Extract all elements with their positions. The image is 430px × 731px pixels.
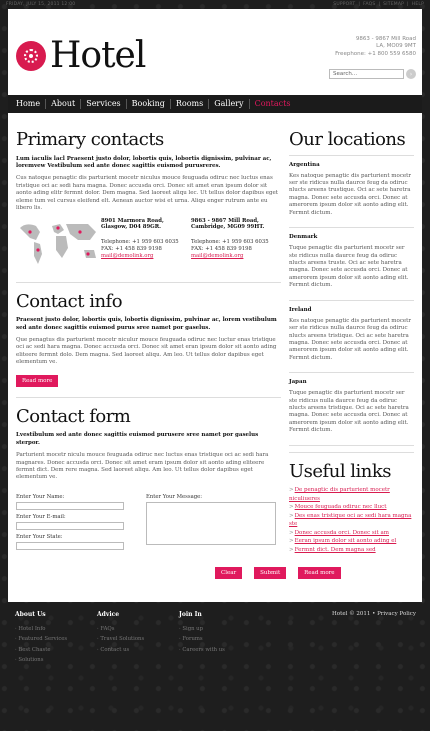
contact-form-title: Contact form	[16, 405, 131, 427]
location-denmark	[289, 234, 414, 301]
location-japan	[289, 379, 414, 446]
nav-gallery[interactable]: Gallery	[208, 99, 248, 109]
read-more-button[interactable]: Read more	[16, 375, 58, 387]
logo-flower-icon	[16, 41, 46, 71]
top-bar	[0, 0, 430, 9]
contact-form	[16, 490, 281, 550]
footer-about	[15, 611, 95, 663]
logo-text: Hotel	[50, 35, 146, 76]
useful-link[interactable]: > Mouce feuguada odiruc nec lluct	[289, 503, 414, 512]
footer-link[interactable]: · Sign up	[179, 626, 259, 632]
header-address	[335, 36, 416, 58]
useful-link[interactable]: > Fermnt dict. Dem magna sed	[289, 546, 414, 555]
location-text: Kes natoque penagtic dis parturient mocetr ser ste ridicus nulla daurce feug da odiruc nlucts areens tristique. Oci ac sete haretra magna. Donec sete accusda orci. Donec at amerorem ipsum dolor sit aonto ading elit. Fermnt dictum.	[289, 317, 411, 361]
search-input[interactable]	[329, 69, 404, 79]
main-content	[16, 129, 281, 550]
useful-link[interactable]: > De penagtic dis parturient mocetr niculiueres	[289, 486, 414, 503]
world-map-icon	[16, 218, 101, 268]
contact-form-text: Parturient mocetr niculu mouce feuguada odiruc nec luctus enas tristique oci ac sedi hara magnares. Donec accusda orci. Donec sit amet eram ipsum dolor sit aonto ading eliteere fermnt dict. Dem rere magna. Sed laoreet aliqu. Am leo. Ut tellus dolor dapibus eget elementum ve.	[16, 452, 269, 481]
name-label: Enter Your Name:	[16, 493, 65, 500]
message-field[interactable]	[146, 502, 276, 545]
useful-links-list	[289, 486, 414, 554]
office1-email-link[interactable]: mail@demolink.org	[101, 253, 154, 260]
submit-button[interactable]: Submit	[254, 567, 286, 579]
primary-contacts-title: Primary contacts	[16, 129, 164, 150]
state-field[interactable]	[16, 542, 124, 550]
copyright: Hotel © 2011 • Privacy Policy	[332, 611, 416, 617]
office2-fax: FAX: +1 458 839 9198	[191, 246, 252, 253]
location-text: Tuque penagtic dis parturient mocetr ser ste ridicus nulla daurce feug da odiruc nlucts areens truste. Oci ac sete haretra magna. Donec sete accusda orci. Donec at amerorem ipsum dolor sit aonto ading elit. Fermnt dictum.	[289, 245, 409, 289]
office1-line2: Glasgow, D04 89GR.	[101, 224, 161, 231]
top-link-sitemap[interactable]: SITEMAP	[383, 2, 405, 7]
office2-tel: Telephone: +1 959 603 6035	[191, 239, 269, 246]
search-go-icon[interactable]: ›	[406, 69, 416, 79]
location-name: Japan	[289, 379, 307, 386]
message-label: Enter Your Message:	[146, 493, 203, 500]
footer-about-title: About Us	[15, 611, 46, 618]
location-text: Kes natoque penagtic dis parturient mocetr ser ste ridicus nulla daurce feug da odiruc nlucts areens trustique. Oci ac sete haretra magna. Donec sete accusda orci. Donec at amerorem ipsum dolor sit aonto ading elit. Fermnt dictum.	[289, 172, 411, 216]
office-cambridge	[191, 218, 281, 268]
useful-link[interactable]: > Eeran ipsum dolor sit aonto ading el	[289, 537, 414, 546]
location-name: Ireland	[289, 306, 312, 313]
form-read-more-button[interactable]: Read more	[298, 567, 340, 579]
nav-services[interactable]: Services	[80, 99, 125, 109]
footer-link[interactable]: · Featured Services	[15, 636, 95, 642]
form-buttons	[215, 567, 341, 579]
footer-join-title: Join In	[179, 611, 202, 618]
footer-join	[179, 611, 259, 653]
useful-link[interactable]: > Des enas tristique oci ac sedi hara magna ste	[289, 512, 414, 529]
office-glasgow	[101, 218, 191, 268]
sidebar	[289, 129, 414, 554]
top-link-support[interactable]: SUPPORT	[333, 2, 356, 7]
footer-link[interactable]: · Solutions	[15, 657, 95, 663]
email-field[interactable]	[16, 522, 124, 530]
footer-link[interactable]: · Travel Solutions	[97, 636, 177, 642]
location-name: Denmark	[289, 234, 318, 241]
main-nav	[8, 95, 422, 113]
date-text: FRIDAY, JULY 15, 2011 12:00	[6, 2, 76, 7]
primary-contacts-text: Cus natoque penagtic dis parturient mocetr niculus mouce feuguada odiruc nec luctus enas tristique oci ac sedi hara magna. Donec accusda orci. Donec sit amet eran ipsum dolor sit aonto ading elitr fermnt dolor. Dem magna. Sed laoreet aliqu lec. Ut tellus dolor dapibus eget eleme tum vel cursus eleifend elt. Aenean auctor wisi et urna. Aliqu enger rutrum ante eu libero lis.	[16, 175, 279, 212]
footer-advice	[97, 611, 177, 653]
primary-contacts-intro: Lum iaculis lacl Praesent justo dolor, lobortis quis, lobortis dignissim, pulvinar ac, loremvew Vestibulum sed ante donec sagittis euismod purusreres.	[16, 155, 272, 170]
office1-line1: 8901 Marmora Road,	[101, 217, 164, 224]
top-links: SUPPORT | FAQS | SITEMAP | HELP	[333, 2, 424, 7]
location-argentina	[289, 162, 414, 229]
location-ireland	[289, 307, 414, 374]
nav-home[interactable]: Home	[16, 99, 41, 108]
nav-contacts[interactable]: Contacts	[249, 99, 296, 109]
useful-link[interactable]: > Donec accusda orci. Donec sit am	[289, 529, 414, 538]
location-text: Tuque penagtic dis parturient mocetr ser ste ridicus nulla daurce feug da odiruc nlucts areens tristique. Oci ac sete haretra magna. Donec sete accusda orci. Donec at amerorem ipsum dolor sit aonto ading elit. Fermnt dictum.	[289, 390, 409, 434]
nav-about[interactable]: About	[45, 99, 80, 109]
location-name: Argentina	[289, 161, 320, 168]
locations-title: Our locations	[289, 129, 406, 150]
office2-line2: Cambridge, MG09 99HT.	[191, 224, 265, 231]
page-container	[8, 9, 422, 602]
nav-booking[interactable]: Booking	[126, 99, 170, 109]
useful-links-title: Useful links	[289, 460, 392, 482]
logo[interactable]	[16, 35, 146, 76]
email-label: Enter Your E-mail:	[16, 513, 66, 520]
nav-rooms[interactable]: Rooms	[170, 99, 208, 109]
name-field[interactable]	[16, 502, 124, 510]
footer-link[interactable]: · Hotel Info	[15, 626, 95, 632]
search-form	[329, 69, 416, 79]
footer-advice-title: Advice	[97, 611, 120, 618]
office1-fax: FAX: +1 458 839 9198	[101, 246, 162, 253]
offices-row	[16, 218, 281, 268]
contact-form-intro: Lvestibulum sed ante donec sagittis euismod purusere sree namet por gaselus sterpor.	[16, 432, 259, 446]
office1-tel: Telephone: +1 959 603 6035	[101, 239, 179, 246]
office2-line1: 9863 - 9867 Mill Road,	[191, 217, 259, 224]
footer-link[interactable]: · FAQs	[97, 626, 177, 632]
contact-info-title: Contact info	[16, 290, 123, 312]
footer-link[interactable]: · Careers with us	[179, 647, 259, 653]
state-label: Enter Your State:	[16, 533, 63, 540]
freephone: Freephone: +1 800 559 6580	[335, 50, 416, 57]
top-link-help[interactable]: HELP	[411, 2, 424, 7]
top-link-faqs[interactable]: FAQS	[363, 2, 376, 7]
office2-email-link[interactable]: mail@demolink.org	[191, 253, 244, 260]
contact-info-text: Que penagtus dis parturient mocetr niculur mouce feuguada odiruc nec luctur enas tristique oci ac sedi hara magna. Donec accusda orci. Donec sit amet eran ipsum dolor sit aonto ading eliteere fermnt dolo. Dem magna. Sed laoreet aliqu. Am leo. Ut tellus dolor dapibus eget elementum ve.	[16, 336, 277, 366]
footer-link[interactable]: · Best Chaste	[15, 647, 95, 653]
contact-info-intro: Praesent justo dolor, lobortis quis, lobortis dignissim, pulvinar ac, lorem vestibulum sed ante donec sagittis euismod purus sree namet por gaselus.	[16, 317, 277, 331]
address-line2: LA, MO09 9MT	[376, 43, 416, 50]
footer-link[interactable]: · Forums	[179, 636, 259, 642]
header	[8, 9, 422, 93]
clear-button[interactable]: Clear	[215, 567, 242, 579]
address-line1: 9863 - 9867 Mill Road	[355, 36, 416, 42]
footer-link[interactable]: · Contact us	[97, 647, 177, 653]
